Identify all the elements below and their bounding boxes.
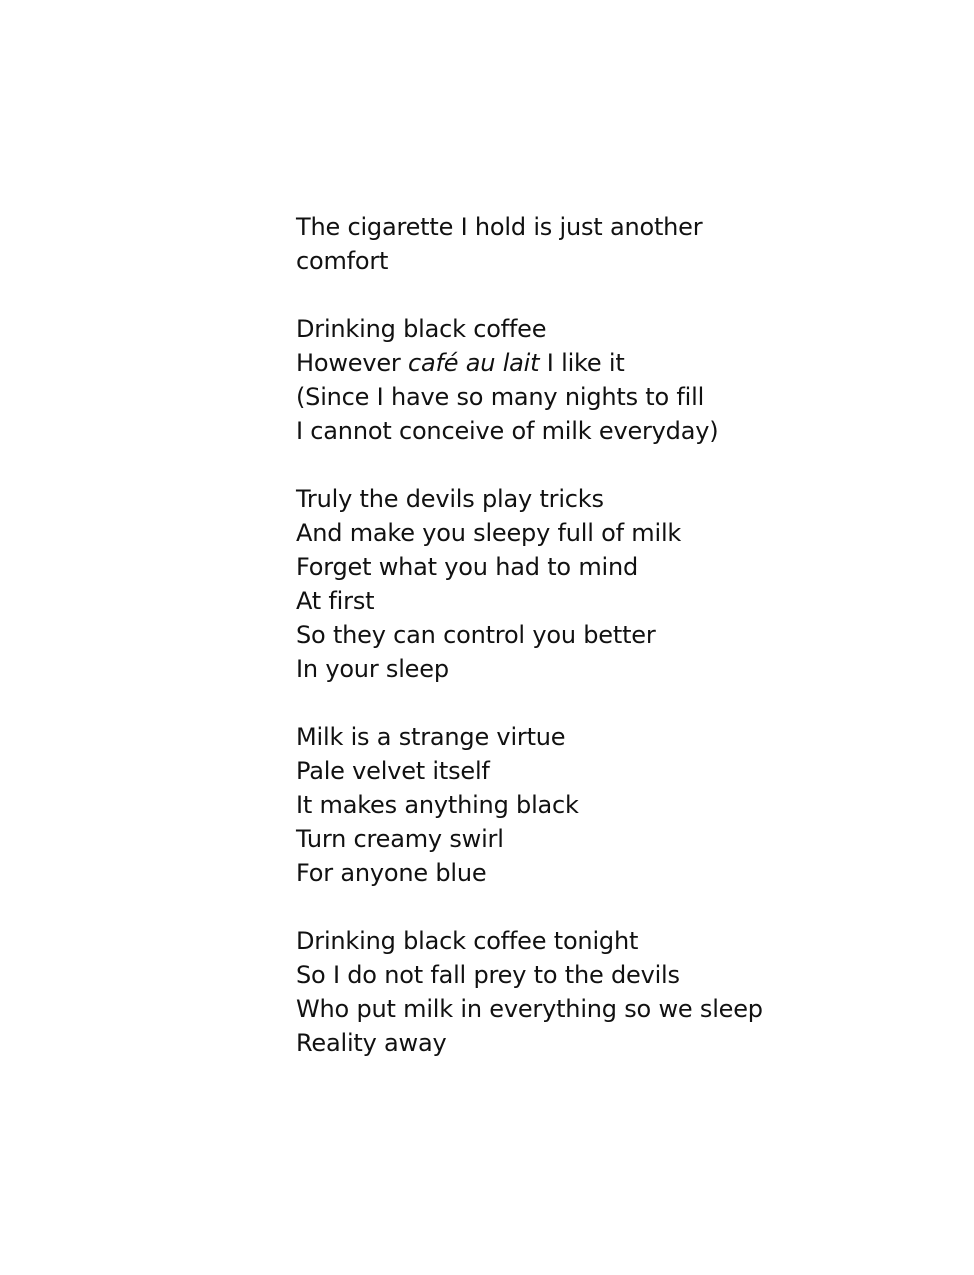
poem-text: I like it xyxy=(539,349,625,377)
italic-phrase: café au lait xyxy=(408,349,540,377)
poem-line: I cannot conceive of milk everyday) xyxy=(296,417,719,445)
poem-body xyxy=(296,210,896,1094)
poem-line: In your sleep xyxy=(296,655,449,683)
poem-text: However xyxy=(296,349,408,377)
stanza-5 xyxy=(296,924,896,1060)
stanza-3 xyxy=(296,482,896,686)
poem-line: It makes anything black xyxy=(296,791,579,819)
poem-line: (Since I have so many nights to fill xyxy=(296,383,705,411)
poem-line: Drinking black coffee xyxy=(296,315,547,343)
stanza-1 xyxy=(296,210,896,278)
poem-line: Turn creamy swirl xyxy=(296,825,504,853)
poem-line: Forget what you had to mind xyxy=(296,553,639,581)
poem-line: Reality away xyxy=(296,1029,447,1057)
poem-line: Truly the devils play tricks xyxy=(296,485,604,513)
poem-line: Drinking black coffee tonight xyxy=(296,927,639,955)
poem-line: So they can control you better xyxy=(296,621,656,649)
poem-line: At first xyxy=(296,587,375,615)
poem-line: Pale velvet itself xyxy=(296,757,490,785)
poem-line: Who put milk in everything so we sleep xyxy=(296,995,763,1023)
stanza-2 xyxy=(296,312,896,448)
poem-line: So I do not fall prey to the devils xyxy=(296,961,680,989)
poem-line: The cigarette I hold is just another xyxy=(296,213,703,241)
poem-line-mixed xyxy=(296,346,896,380)
poem-line: Milk is a strange virtue xyxy=(296,723,566,751)
poem-line: For anyone blue xyxy=(296,859,487,887)
poem-line: comfort xyxy=(296,247,389,275)
stanza-4 xyxy=(296,720,896,890)
poem-line: And make you sleepy full of milk xyxy=(296,519,682,547)
